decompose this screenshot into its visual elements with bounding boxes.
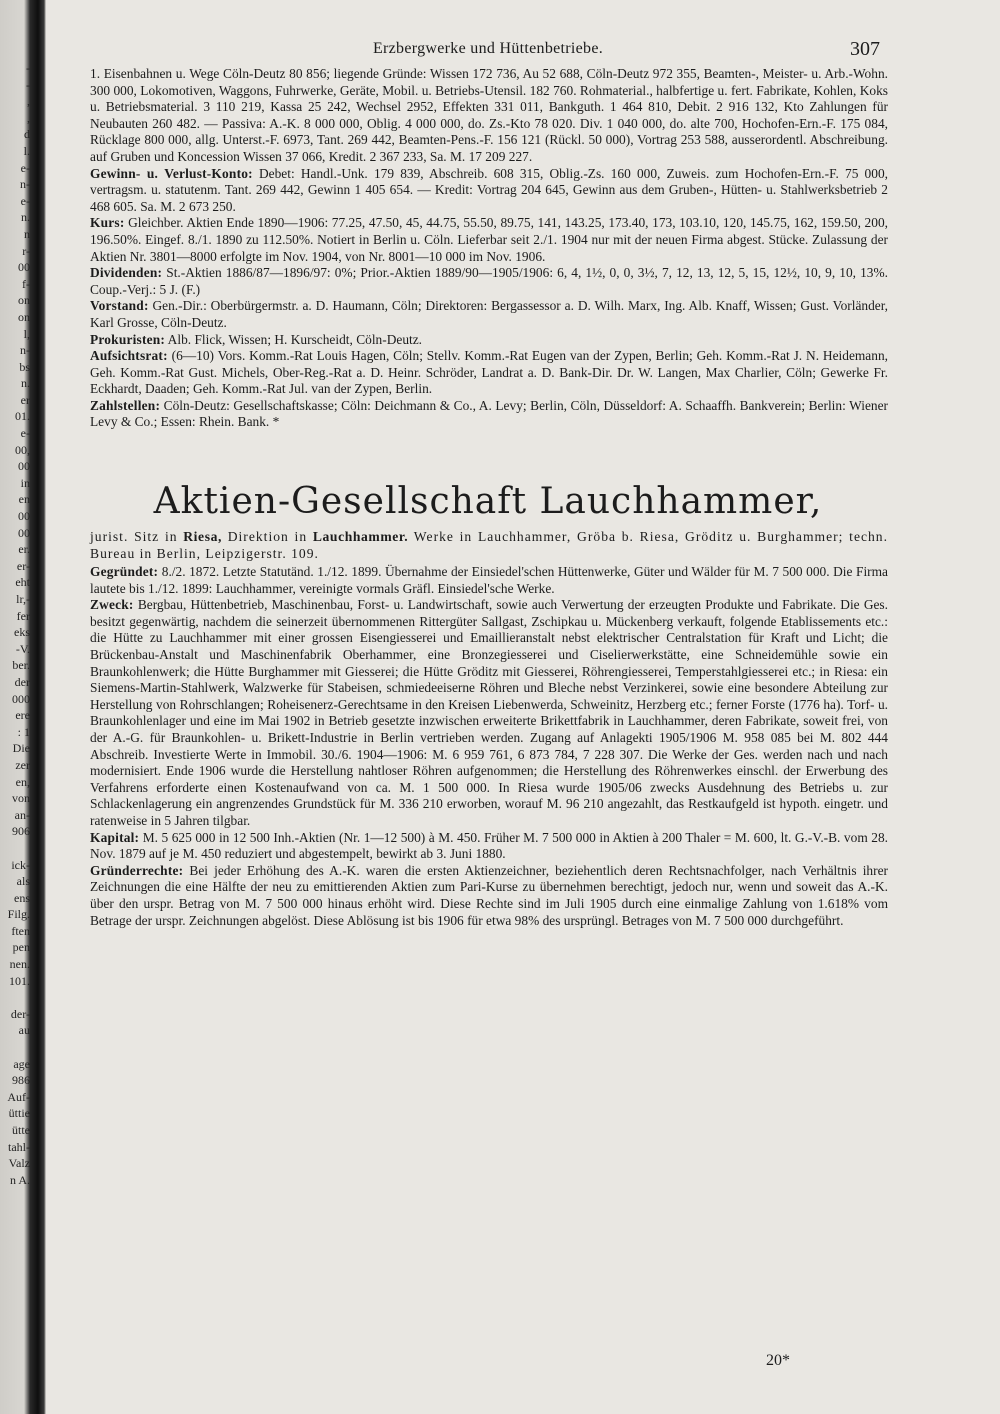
intro-text-c: Werke in Lauchhammer, Gröba b. Riesa, Gröditz u. Burghammer; techn. Bureau in Berlin, Leipzigerstr. 109. [90,529,889,562]
margin-fragment: , [27,110,30,125]
margin-fragment: Filg. [7,907,30,922]
margin-fragment: n- [20,343,30,358]
dividenden-label: Dividenden: [90,265,163,281]
margin-fragment: der- [10,1006,30,1021]
margin-fragment [0,989,30,1006]
intro-lauchhammer: Lauchhammer. [312,529,409,545]
margin-fragment: von [12,791,30,806]
margin-fragment: d [24,127,30,142]
gruenderrechte-label: Gründerrechte: [90,862,184,878]
gegruendet-section [90,564,888,597]
second-company-entry [88,564,888,929]
gruenderrechte-text: Bei jeder Erhöhung des A.-K. waren die ersten Aktienzeichner, beziehentlich deren Rechtsnachfolger, nach Verhältnis ihrer Zeichnungen die eine Hälfte der neu zu emittierenden Aktien zum Pari-Kurse zu übernehmen berechtigt, jedoch nur, wenn und soweit das A.-K. über den urspr. Betrag von M. 7 500 000 hinaus erhöht wird. Diese Rechte sind im Juli 1905 durch eine einmalige Zahlung von 1.618% vom Betrage der urspr. Zeichnungen abgelöst. Diese Ablösung ist bis 1906 für etwa 98% des ursprüngl. Betrages von M. 7 500 000 durchgeführt. [90,862,888,928]
gegruendet-label: Gegründet: [90,564,159,580]
margin-fragment: r- [22,243,30,258]
vorstand-text: Gen.-Dir.: Oberbürgermstr. a. D. Haumann, Cöln; Direktoren: Bergassessor a. D. Wilh. Marx, Ing. Alb. Knaff, Wissen; Gust. Vorländer, Karl Grosse, Cöln-Deutz. [90,298,888,330]
margin-fragment: Auf- [7,1089,30,1104]
margin-fragment: age [13,1056,30,1071]
pl-account-label: Gewinn- u. Verlust-Konto: [90,165,253,181]
margin-fragment: 00 [18,525,30,540]
intro-text-a: jurist. Sitz in [90,529,184,545]
aufsichtsrat-label: Aufsichtsrat: [90,348,168,364]
margin-fragment: er [20,392,30,407]
margin-fragment [0,1039,30,1056]
margin-fragment: Valz [8,1156,30,1171]
prokuristen-section [90,332,888,349]
margin-fragment: on [18,309,30,324]
margin-fragment: e- [20,426,30,441]
kurs-label: Kurs: [90,215,125,231]
margin-fragment [0,840,30,857]
margin-fragment: ens [14,890,30,905]
margin-fragment: : 1 [17,724,30,739]
margin-fragment: pen [12,940,30,955]
margin-fragment: ften [11,923,30,938]
margin-fragment: 101. [9,973,30,988]
margin-fragment: e- [20,160,30,175]
zahlstellen-text: Cöln-Deutz: Gesellschaftskasse; Cöln: Deichmann & Co., A. Levy; Berlin, Cöln, Düsseldorf: A. Schaaffh. Bankverein; Berlin: Wiener Levy & Co.; Essen: Rhein. Bank. * [90,397,888,430]
margin-fragment: ere [15,708,30,723]
margin-fragment: üttie [8,1106,30,1121]
vorstand-section [90,298,888,331]
margin-fragment: n- [20,177,30,192]
margin-fragment: 00, [15,442,30,457]
margin-fragment: an- [14,807,30,822]
margin-fragment: der [14,674,30,689]
margin-fragment: - [26,61,30,75]
company-intro [88,528,888,562]
company-title: Aktien-Gesellschaft Lauchhammer, [153,481,823,523]
pl-account-section [90,166,888,216]
margin-fragment: er- [16,558,30,573]
prokuristen-text: Alb. Flick, Wissen; H. Kurscheidt, Cöln-Deutz. [167,331,423,347]
margin-fragment: f- [22,276,30,291]
margin-fragment: 00 [18,260,30,275]
adjacent-page-fragments [0,60,30,1188]
document-page [88,38,888,929]
zweck-text: Bergbau, Hüttenbetrieb, Maschinenbau, Forst- u. Landwirtschaft, sowie auch Verwertung der erzeugten Produkte und Fabrikate. Die Ges. besitzt gegenwärtig, nachdem die seinerzeit übernommenen Rittergüter Sallgast, Zschipkau u. Mückenberg verkauft, folgende Etablissements etc.: die Hütte zu Lauchhammer mit einer grossen Eisengiesserei und Emaillieranstalt nebst elektrischer Centralstation für Kraft und Licht; die Brückenbau-Anstalt und Maschinenfabrik Oberhammer, eine Bronzegiesserei und Ciselierwerkstätte, eine Schneidemühle sowie ein Braunkohlenwerk; die Hütte Burghammer mit Giesserei; die Hütte Gröditz mit Giesserei, Röhrengiesserei, Temperstahlgiesserei etc.; in Riesa: ein Siemens-Martin-Stahlwerk, Walzwerke für Stabeisen, schmiedeeiserne Röhren und Bleche nebst Verzinkerei, sowie eine besondere Abteilung zur Herstellung von Rohrschlangen; Roheisenerz-Gerechtsame in den Kreisen Liebenwerda, Schweinitz, Herzberg etc.; ferner Forste (1776 ha). Torf- u. Braunkohlenlager und eine im Mai 1902 in Betrieb gesetzte inzwischen erweiterte Brikettfabrik in Lauchhammer, deren Fabrikate, soweit frei, von der A.-G. für Braunkohlen- u. Brikett-Industrie in Berlin vertrieben werden. Zugang auf Anlagekti 1905/1906 M. 958 085 bei M. 802 444 Abschreib. Investierte Werte in Immobil. 30./6. 1904—1906: M. 6 959 761, 6 873 784, 7 228 307. Die Werke der Ges. werden nach und nach modernisiert. Ende 1906 wurde die Herstellung nahtloser Röhren aufgenommen; die Herstellung des Röhrenwerkes einschl. der Erwerbung des Verfahrens erforderte einen Kostenaufwand von ca. M. 1 500 000. In Riesa wurde 1905/06 zwecks Ausdehnung des Betriebs u. zur Schlackenlagerung ein angrenzendes Grundstück für M. 336 210 erworben, worauf M. 96 210 angezahlt, das Restkaufgeld ist hypoth. eingetr. und ratenweise in 5 Jahren tilgbar. [90,597,888,828]
first-company-entry [88,66,888,431]
kapital-text: M. 5 625 000 in 12 500 Inh.-Aktien (Nr. 1—12 500) à M. 450. Früher M. 7 500 000 in Aktien à 200 Thaler = M. 600, lt. G.-V.-B. vom 28. Nov. 1879 auf je M. 450 reduziert und abgestempelt, bewirkt ab 3. Juni 1880. [90,829,888,862]
margin-fragment: ber. [12,658,30,673]
zweck-section [90,597,888,829]
gegruendet-text: 8./2. 1872. Letzte Statutänd. 1./12. 1899. Übernahme der Einsiedel'schen Hüttenwerke, Güter und Wälder für M. 7 500 000. Die Firma lautete bis 1./12. 1899: Lauchhammer, vereinigte vormals Gräfl. Einsiedel'sche Werke. [90,564,888,596]
kurs-text: Gleichber. Aktien Ende 1890—1906: 77.25, 47.50, 45, 44.75, 55.50, 89.75, 141, 143.25, 173.40, 173, 103.10, 120, 145.75, 162, 159.50, 200, 196.50%. Eingef. 8./1. 1890 zu 112.50%. Notiert in Berlin u. Cöln. Lieferbar seit 2./1. 1904 nur mit der neuen Firma abgest. Stücke. Zulassung der Aktien Nr. 3801—8000 erfolgte im Nov. 1904, von Nr. 8001—10 000 im Nov. 1906. [90,215,888,264]
margin-fragment: n. [21,210,30,225]
margin-fragment: eht [15,575,30,590]
margin-fragment: -V. [15,641,30,656]
margin-fragment: ick- [11,857,30,872]
margin-fragment: zer [15,757,30,772]
dividenden-section [90,265,888,298]
zahlstellen-label: Zahlstellen: [90,397,161,413]
margin-fragment: n [24,226,30,241]
margin-fragment: bs [19,359,30,374]
aufsichtsrat-section [90,348,888,398]
gruenderrechte-section [90,863,888,929]
balance-sheet-text: 1. Eisenbahnen u. Wege Cöln-Deutz 80 856; liegende Gründe: Wissen 172 736, Au 52 688, Cöln-Deutz 972 355, Beamten-, Meister- u. Arb.-Wohn. 300 000, Lokomotiven, Waggons, Fuhrwerke, Geräte, Mobil. u. Betriebs-Utensil. 182 760. Rohmaterial., halbfertige u. fert. Fabrikate, Kohlen, Koks u. Betriebsmaterial. 3 110 219, Kassa 25 242, Wechsel 2952, Effekten 331 011, Bankguth. 1 464 810, Debit. 2 916 132, Kto Zahlungen für Neubauten 260 482. — Passiva: A.-K. 8 000 000, Oblig. 4 000 000, do. Zs.-Kto 78 020. Div. 1 040 000, do. alte 700, Hochofen-Ern.-F. 175 084, Rücklage 800 000, allg. Unterst.-F. 6973, Tant. 269 442, Beamten-Pens.-F. 156 121 (Rückl. 50 000), Vortrag 253 588, ausserordentl. Abschreibung. auf Gruben und Koncession Wissen 37 066, Kredit. 2 367 233, Sa. M. 17 209 227. [90,66,888,164]
section-spacer [88,431,888,481]
margin-fragment: ütte [12,1123,30,1137]
vorstand-label: Vorstand: [90,298,149,314]
margin-fragment: on [18,293,30,308]
kapital-label: Kapital: [90,829,140,845]
intro-riesa: Riesa, [183,529,222,545]
page-number: 307 [850,38,880,60]
running-header [88,38,888,66]
running-title: Erzbergwerke und Hüttenbetriebe. [372,40,604,57]
margin-fragment: , [27,94,30,109]
margin-fragment: n. [21,376,30,391]
pl-account-text: Debet: Handl.-Unk. 179 839, Abschreib. 608 315, Oblig.-Zs. 160 000, Zuweis. zum Hochofen-Ern.-F. 75 000, vertragsm. u. statutenm. Tant. 269 442, Gewinn 1 405 654. — Kredit: Vortrag 204 645, Gewinn aus dem Gruben-, Hütten- u. Stahlwerksbetrieb 2 468 605. Sa. M. 2 673 250. [90,165,888,214]
margin-fragment: l. [23,143,30,158]
margin-fragment: en, [15,774,30,789]
aufsichtsrat-text: (6—10) Vors. Komm.-Rat Louis Hagen, Cöln; Stellv. Komm.-Rat Eugen van der Zypen, Berlin; Geh. Komm.-Rat J. N. Heidemann, Geh. Komm.-Rat Gust. Michels, Ober-Reg.-Rat a. D. Heinr. Schröder, Landrat a. D. Bank-Dir. Dr. W. Langen, Max Charlier, Cöln; Gewerke Fr. Eckhardt, Daaden; Geh. Komm.-Rat Jul. van der Zypen, Berlin. [90,348,888,397]
zahlstellen-section [90,398,888,431]
margin-fragment: l, [23,326,30,341]
margin-fragment: 01. [15,409,30,424]
margin-fragment: 906 [12,824,30,839]
margin-fragment: 986 [12,1073,30,1088]
margin-fragment: - [26,77,30,92]
margin-fragment: er. [18,542,30,557]
kurs-section [90,215,888,265]
margin-fragment: 000 [12,691,30,706]
margin-fragment: lr,- [16,592,30,606]
kapital-section [90,830,888,863]
margin-fragment: fer [16,608,30,623]
margin-fragment: 00 [18,509,30,524]
margin-fragment: als [16,874,30,889]
dividenden-text: St.-Aktien 1886/87—1896/97: 0%; Prior.-Aktien 1889/90—1905/1906: 6, 4, 1½, 0, 0, 3½, 7, 12, 13, 12, 5, 15, 12½, 10, 9, 10, 13%. Coup.-Verj.: 5 J. (F.) [90,265,888,297]
margin-fragment: in [20,475,30,490]
margin-fragment: Die [12,741,30,756]
prokuristen-label: Prokuristen: [90,331,166,347]
margin-fragment: tahl- [8,1139,30,1154]
zweck-label: Zweck: [90,597,134,613]
margin-fragment: n A. [9,1172,30,1187]
margin-fragment: au [18,1023,30,1038]
margin-fragment: nen. [9,957,30,972]
intro-text-b: Direktion in [221,529,313,545]
margin-fragment: eks [14,625,30,640]
margin-fragment: en [18,492,30,507]
signature-mark: 20* [766,1352,790,1369]
margin-fragment: e- [20,193,30,208]
margin-fragment: 00 [18,459,30,474]
